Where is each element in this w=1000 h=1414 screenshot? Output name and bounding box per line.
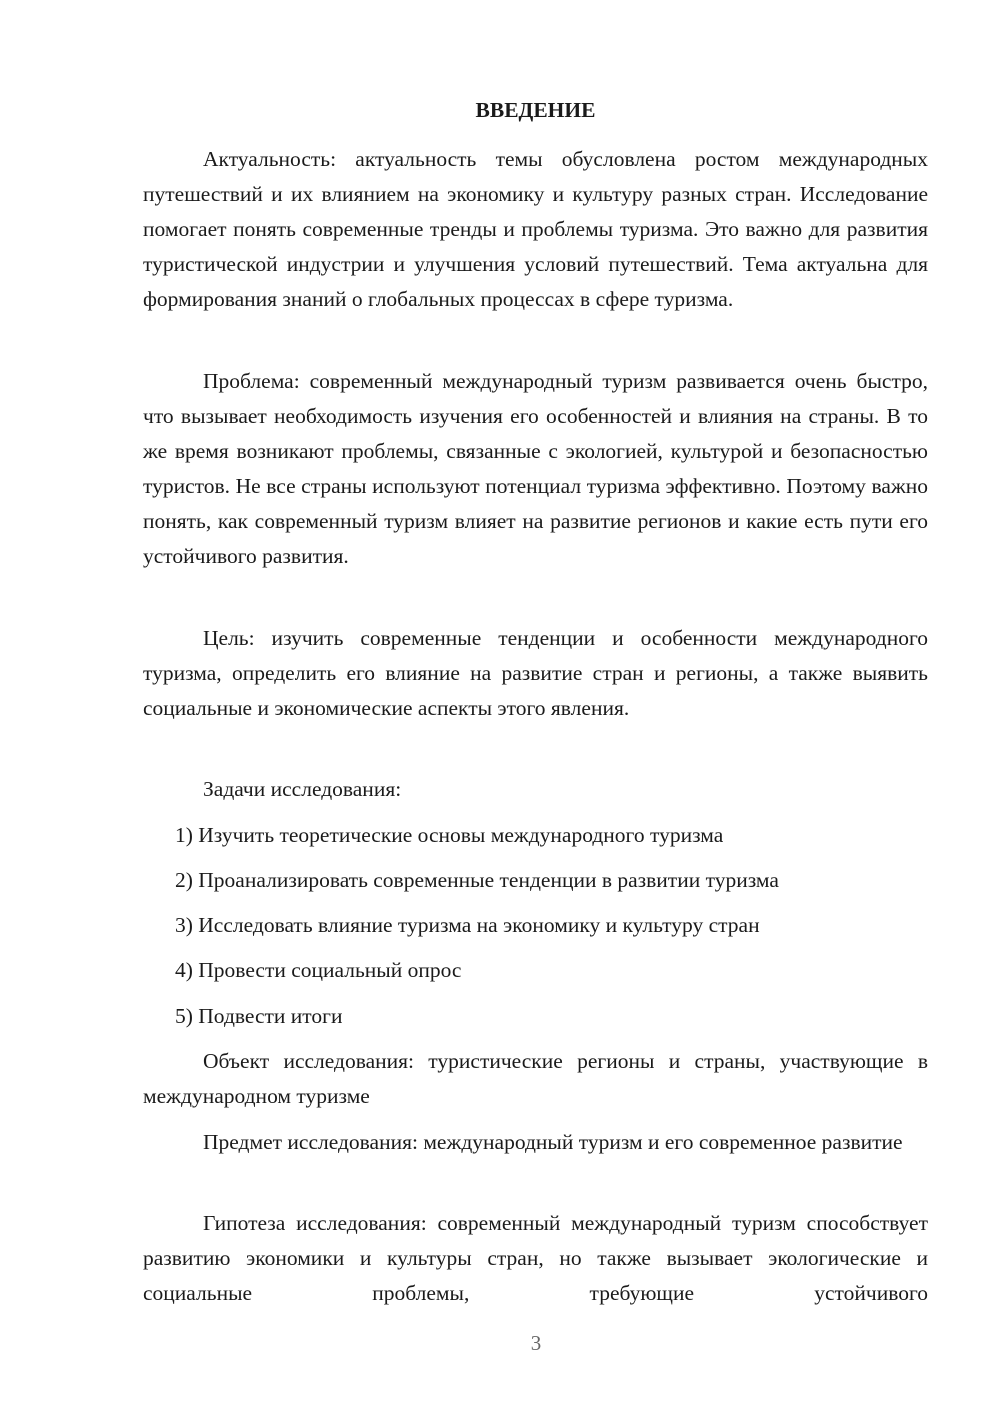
paragraph-problem	[143, 364, 928, 574]
task-item-3: 3) Исследовать влияние туризма на экономику и культуру стран	[175, 913, 760, 937]
paragraph-subject	[143, 1125, 928, 1160]
paragraph-hypothesis	[143, 1206, 928, 1311]
paragraph-object	[143, 1044, 928, 1114]
paragraph-actuality-text: Актуальность: актуальность темы обусловлена ростом международных путешествий и их влиянием на экономику и культуру разных стран. Исследование помогает понять современные тренды и проблемы туризма. Это важно для развития туристической индустрии и улучшения условий путешествий. Тема актуальна для формирования знаний о глобальных процессах в сфере туризма.	[143, 147, 928, 311]
task-item-5: 5) Подвести итоги	[175, 1004, 343, 1028]
page-number: 3	[530, 1331, 542, 1355]
paragraph-subject-text: Предмет исследования: международный туризм и его современное развитие	[203, 1130, 903, 1154]
paragraph-actuality	[143, 142, 928, 317]
task-item-2: 2) Проанализировать современные тенденции в развитии туризма	[175, 868, 779, 892]
page-title: ВВЕДЕНИЕ	[475, 98, 596, 122]
tasks-heading: Задачи исследования:	[203, 777, 402, 801]
paragraph-goal	[143, 621, 928, 726]
paragraph-problem-text: Проблема: современный международный туризм развивается очень быстро, что вызывает необходимость изучения его особенностей и влияния на страны. В то же время возникают проблемы, связанные с экологией, культурой и безопасностью туристов. Не все страны используют потенциал туризма эффективно. Поэтому важно понять, как современный туризм влияет на развитие регионов и какие есть пути его устойчивого развития.	[143, 369, 928, 568]
paragraph-object-text: Объект исследования: туристические регионы и страны, участвующие в международном туризме	[143, 1049, 928, 1108]
task-item-4: 4) Провести социальный опрос	[175, 958, 462, 982]
task-item-1: 1) Изучить теоретические основы международного туризма	[175, 823, 724, 847]
paragraph-hypothesis-text: Гипотеза исследования: современный международный туризм способствует развитию экономики и культуры стран, но также вызывает экологические и социальные проблемы, требующие устойчивого	[143, 1211, 928, 1305]
paragraph-goal-text: Цель: изучить современные тенденции и особенности международного туризма, определить его влияние на развитие стран и регионы, а также выявить социальные и экономические аспекты этого явления.	[143, 626, 928, 720]
